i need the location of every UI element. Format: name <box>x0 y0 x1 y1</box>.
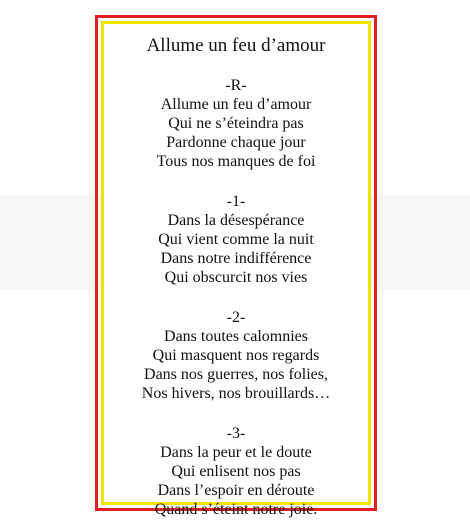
yellow-border-frame <box>101 21 371 518</box>
verse-line: Pardonne chaque jour <box>166 134 306 151</box>
verse-line: Quand s’éteint notre joie. <box>154 501 318 518</box>
stanza-label: -3- <box>226 425 246 442</box>
stanza-refrain <box>104 76 368 171</box>
stanza-label: -2- <box>226 309 246 326</box>
song-title: Allume un feu d’amour <box>146 35 326 56</box>
verse-line: Qui ne s’éteindra pas <box>168 115 304 132</box>
stanza-1 <box>104 192 368 287</box>
verse-line: Dans nos guerres, nos folies, <box>144 366 328 383</box>
stanza-2 <box>104 308 368 403</box>
stanza-label: -R- <box>225 77 247 94</box>
verse-line: Dans la peur et le doute <box>160 444 312 461</box>
stanza-label: -1- <box>226 193 246 210</box>
verse-line: Qui vient comme la nuit <box>158 231 314 248</box>
stanza-3 <box>104 424 368 519</box>
verse-line: Tous nos manques de foi <box>156 153 316 170</box>
verse-line: Allume un feu d’amour <box>160 96 312 113</box>
verse-line: Qui enlisent nos pas <box>171 463 301 480</box>
verse-line: Qui obscurcit nos vies <box>164 269 308 286</box>
verse-line: Dans la désespérance <box>167 212 305 229</box>
song-sheet <box>104 34 368 520</box>
verse-line: Qui masquent nos regards <box>152 347 320 364</box>
red-border-frame <box>95 15 377 518</box>
verse-line: Dans l’espoir en déroute <box>157 482 315 499</box>
verse-line: Nos hivers, nos brouillards… <box>141 385 331 402</box>
verse-line: Dans notre indifférence <box>160 250 312 267</box>
verse-line: Dans toutes calomnies <box>164 328 308 345</box>
